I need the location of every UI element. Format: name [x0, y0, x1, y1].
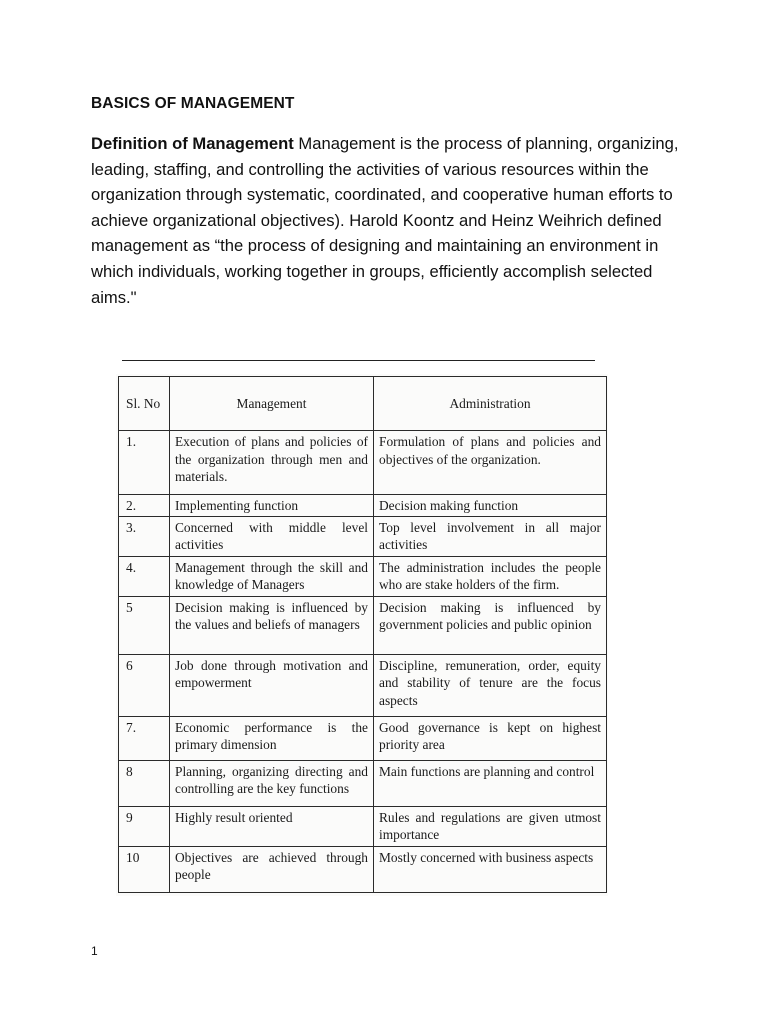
administration-cell: Rules and regulations are given utmost importance	[374, 806, 607, 846]
header-administration: Administration	[374, 377, 607, 431]
row-number: 6	[119, 654, 170, 716]
comparison-table	[118, 376, 607, 893]
definition-paragraph	[91, 131, 681, 310]
row-number: 7.	[119, 716, 170, 760]
horizontal-rule	[122, 360, 595, 361]
management-cell: Execution of plans and policies of the organization through men and materials.	[170, 431, 374, 495]
administration-cell: Discipline, remuneration, order, equity and stability of tenure are the focus aspects	[374, 654, 607, 716]
administration-cell: Mostly concerned with business aspects	[374, 846, 607, 892]
administration-cell: Good governance is kept on highest priority area	[374, 716, 607, 760]
page-title: BASICS OF MANAGEMENT	[91, 95, 295, 112]
table-row	[119, 495, 607, 517]
administration-cell: Decision making function	[374, 495, 607, 517]
management-cell: Concerned with middle level activities	[170, 516, 374, 556]
page-number: 1	[91, 944, 98, 958]
row-number: 3.	[119, 516, 170, 556]
row-number: 5	[119, 596, 170, 654]
management-cell: Planning, organizing directing and controlling are the key functions	[170, 760, 374, 806]
row-number: 9	[119, 806, 170, 846]
definition-term: Definition of Management	[91, 134, 294, 153]
management-cell: Economic performance is the primary dimension	[170, 716, 374, 760]
administration-cell: The administration includes the people who are stake holders of the firm.	[374, 556, 607, 596]
management-cell: Decision making is influenced by the values and beliefs of managers	[170, 596, 374, 654]
administration-cell: Top level involvement in all major activities	[374, 516, 607, 556]
management-cell: Highly result oriented	[170, 806, 374, 846]
administration-cell: Main functions are planning and control	[374, 760, 607, 806]
row-number: 4.	[119, 556, 170, 596]
row-number: 1.	[119, 431, 170, 495]
row-number: 8	[119, 760, 170, 806]
management-cell: Management through the skill and knowledge of Managers	[170, 556, 374, 596]
table-row	[119, 654, 607, 716]
management-cell: Objectives are achieved through people	[170, 846, 374, 892]
management-cell: Job done through motivation and empowerment	[170, 654, 374, 716]
header-management: Management	[170, 377, 374, 431]
table-row	[119, 431, 607, 495]
table-row	[119, 846, 607, 892]
table-header-row	[119, 377, 607, 431]
row-number: 10	[119, 846, 170, 892]
header-sl-no: Sl. No	[119, 377, 170, 431]
table-row	[119, 806, 607, 846]
administration-cell: Decision making is influenced by government policies and public opinion	[374, 596, 607, 654]
table-row	[119, 716, 607, 760]
management-cell: Implementing function	[170, 495, 374, 517]
definition-text: Management is the process of planning, organizing, leading, staffing, and controlling the activities of various resources within the organization through systematic, coordinated, and cooperative human efforts to achieve organizational objectives). Harold Koontz and Heinz Weihrich defined management as “the process of designing and maintaining an environment in which individuals, working together in groups, efficiently accomplish selected aims."	[91, 134, 679, 307]
table-row	[119, 760, 607, 806]
table-row	[119, 556, 607, 596]
table-row	[119, 516, 607, 556]
table-row	[119, 596, 607, 654]
comparison-table-image	[116, 374, 608, 896]
administration-cell: Formulation of plans and policies and objectives of the organization.	[374, 431, 607, 495]
row-number: 2.	[119, 495, 170, 517]
